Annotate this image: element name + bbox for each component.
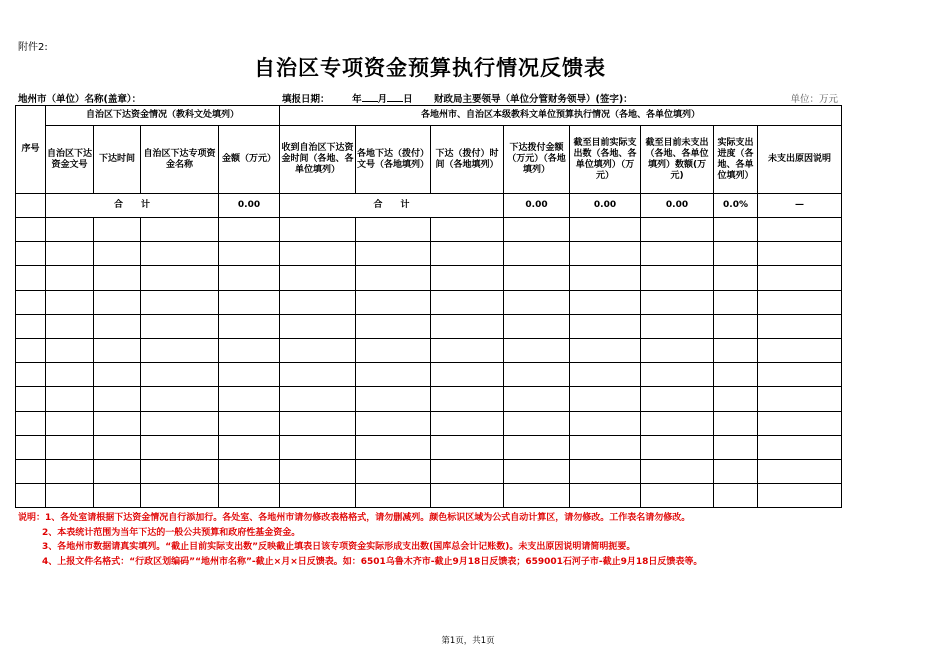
table-row: [16, 338, 842, 362]
table-cell[interactable]: [219, 387, 280, 411]
table-cell[interactable]: [141, 459, 219, 483]
table-cell[interactable]: [714, 338, 758, 362]
total-reason: —: [758, 194, 842, 218]
table-cell[interactable]: [356, 290, 431, 314]
col-doc-no: 自治区下达资金文号: [46, 126, 94, 194]
table-cell[interactable]: [46, 459, 94, 483]
table-cell[interactable]: [16, 435, 46, 459]
table-cell[interactable]: [46, 242, 94, 266]
table-cell[interactable]: [504, 290, 570, 314]
table-cell[interactable]: [504, 484, 570, 508]
table-cell[interactable]: [504, 218, 570, 242]
col-actual-spent: 截至目前实际支出数（各地、各单位填列）（万元）: [570, 126, 641, 194]
table-cell[interactable]: [16, 411, 46, 435]
total-actual-spent: 0.00: [570, 194, 641, 218]
table-cell[interactable]: [219, 218, 280, 242]
table-cell[interactable]: [714, 218, 758, 242]
table-cell[interactable]: [504, 459, 570, 483]
table-cell[interactable]: [356, 435, 431, 459]
table-cell[interactable]: [280, 338, 356, 362]
table-cell[interactable]: [714, 459, 758, 483]
table-cell[interactable]: [714, 484, 758, 508]
col-unspent: 截至目前未支出（各地、各单位填列）数额(万元): [641, 126, 714, 194]
total-progress: 0.0%: [714, 194, 758, 218]
table-cell[interactable]: [46, 314, 94, 338]
table-cell[interactable]: [641, 411, 714, 435]
table-cell[interactable]: [714, 387, 758, 411]
note-1: 说明：1、各处室请根据下达资金情况自行添加行。各处室、各地州市请勿修改表格格式，请勿删减列。颜色标识区域为公式自动计算区，请勿修改。工作表名请勿修改。: [18, 513, 691, 523]
table-cell[interactable]: [714, 411, 758, 435]
table-cell[interactable]: [641, 314, 714, 338]
table-cell[interactable]: [570, 363, 641, 387]
total-seq-cell[interactable]: [16, 194, 46, 218]
table-cell[interactable]: [570, 314, 641, 338]
date-month: 月: [377, 94, 388, 105]
table-cell[interactable]: [570, 338, 641, 362]
table-cell[interactable]: [758, 266, 842, 290]
table-cell[interactable]: [94, 242, 141, 266]
table-cell[interactable]: [356, 411, 431, 435]
table-cell[interactable]: [758, 242, 842, 266]
table-cell[interactable]: [714, 363, 758, 387]
table-cell[interactable]: [219, 435, 280, 459]
table-cell[interactable]: [570, 411, 641, 435]
table-cell[interactable]: [280, 218, 356, 242]
total-label-2: 合 计: [280, 194, 504, 218]
table-cell[interactable]: [46, 338, 94, 362]
table-cell[interactable]: [641, 363, 714, 387]
table-cell[interactable]: [141, 363, 219, 387]
table-row: [16, 411, 842, 435]
total-label-1: 合 计: [46, 194, 219, 218]
table-cell[interactable]: [46, 290, 94, 314]
day-blank[interactable]: [387, 91, 403, 102]
month-blank[interactable]: [362, 91, 378, 102]
leader-signature-label: 财政局主要领导（单位分管财务领导）(签字)：: [434, 94, 633, 105]
table-cell[interactable]: [141, 290, 219, 314]
col-amount: 金额（万元）: [219, 126, 280, 194]
table-cell[interactable]: [504, 266, 570, 290]
date-label: 填报日期：: [282, 94, 330, 105]
table-cell[interactable]: [46, 387, 94, 411]
table-cell[interactable]: [94, 314, 141, 338]
table-cell[interactable]: [141, 411, 219, 435]
unit-label: 单位：万元: [790, 94, 838, 105]
table-cell[interactable]: [758, 338, 842, 362]
table-cell[interactable]: [758, 435, 842, 459]
table-cell[interactable]: [641, 290, 714, 314]
table-cell[interactable]: [758, 459, 842, 483]
table-cell[interactable]: [431, 266, 504, 290]
table-cell[interactable]: [504, 314, 570, 338]
table-cell[interactable]: [219, 484, 280, 508]
table-cell[interactable]: [16, 290, 46, 314]
table-cell[interactable]: [758, 484, 842, 508]
note-2: 2、本表统计范围为当年下达的一般公共预算和政府性基金资金。: [42, 527, 301, 538]
table-row: [16, 484, 842, 508]
page-footer: 第1页，共1页: [441, 636, 495, 646]
table-cell[interactable]: [504, 363, 570, 387]
table-cell[interactable]: [94, 411, 141, 435]
table-cell[interactable]: [641, 484, 714, 508]
table-cell[interactable]: [758, 387, 842, 411]
report-date: [282, 91, 413, 105]
table-cell[interactable]: [219, 242, 280, 266]
col-local-doc: 各地下达（拨付）文号（各地填列）: [356, 126, 431, 194]
table-cell[interactable]: [570, 242, 641, 266]
table-cell[interactable]: [16, 314, 46, 338]
table-cell[interactable]: [356, 314, 431, 338]
col-seq: 序号: [16, 106, 46, 194]
table-cell[interactable]: [356, 484, 431, 508]
table-cell[interactable]: [758, 290, 842, 314]
table-cell[interactable]: [504, 435, 570, 459]
table-row: [16, 387, 842, 411]
table-cell[interactable]: [431, 387, 504, 411]
table-cell[interactable]: [504, 411, 570, 435]
page-title: 自治区专项资金预算执行情况反馈表: [254, 56, 606, 80]
table-cell[interactable]: [431, 459, 504, 483]
table-cell[interactable]: [219, 266, 280, 290]
table-cell[interactable]: [431, 338, 504, 362]
group-region-funds: 自治区下达资金情况（教科文处填列）: [46, 106, 280, 126]
note-3: 3、各地州市数据请真实填列。“截止目前实际支出数”反映截止填表日该专项资金实际形成支出数(国库总会计记账数)。未支出原因说明请简明扼要。: [42, 542, 636, 552]
col-alloc-time: 下达（拨付）时间（各地填列）: [431, 126, 504, 194]
col-issue-time: 下达时间: [94, 126, 141, 194]
table-cell[interactable]: [16, 266, 46, 290]
table-cell[interactable]: [714, 242, 758, 266]
table-cell[interactable]: [46, 266, 94, 290]
col-receive-time: 收到自治区下达资金时间（各地、各单位填列）: [280, 126, 356, 194]
table-cell[interactable]: [16, 218, 46, 242]
table-cell[interactable]: [280, 459, 356, 483]
table-cell[interactable]: [356, 363, 431, 387]
table-cell[interactable]: [431, 242, 504, 266]
table-row: [16, 435, 842, 459]
data-rows: [16, 218, 842, 508]
table-cell[interactable]: [141, 338, 219, 362]
table-cell[interactable]: [431, 435, 504, 459]
table-cell[interactable]: [219, 363, 280, 387]
table-row: [16, 314, 842, 338]
notes: [18, 511, 702, 569]
table-cell[interactable]: [641, 387, 714, 411]
table-row: [16, 363, 842, 387]
table-cell[interactable]: [16, 459, 46, 483]
table-cell[interactable]: [280, 266, 356, 290]
table-cell[interactable]: [714, 314, 758, 338]
table-cell[interactable]: [16, 387, 46, 411]
total-unspent: 0.00: [641, 194, 714, 218]
table-cell[interactable]: [280, 435, 356, 459]
table-cell[interactable]: [570, 266, 641, 290]
table-cell[interactable]: [356, 242, 431, 266]
table-cell[interactable]: [94, 290, 141, 314]
total-alloc-amount: 0.00: [504, 194, 570, 218]
table-cell[interactable]: [431, 290, 504, 314]
table-cell[interactable]: [46, 218, 94, 242]
feedback-table: [15, 105, 842, 508]
totals-row: [16, 194, 842, 218]
table-cell[interactable]: [141, 242, 219, 266]
table-cell[interactable]: [714, 266, 758, 290]
table-cell[interactable]: [431, 411, 504, 435]
table-cell[interactable]: [141, 435, 219, 459]
table-cell[interactable]: [280, 363, 356, 387]
table-cell[interactable]: [94, 484, 141, 508]
table-cell[interactable]: [280, 484, 356, 508]
table-cell[interactable]: [641, 266, 714, 290]
table-cell[interactable]: [570, 218, 641, 242]
table-cell[interactable]: [356, 218, 431, 242]
table-cell[interactable]: [570, 290, 641, 314]
table-cell[interactable]: [641, 338, 714, 362]
table-cell[interactable]: [714, 290, 758, 314]
col-reason: 未支出原因说明: [758, 126, 842, 194]
table-cell[interactable]: [641, 218, 714, 242]
table-cell[interactable]: [141, 314, 219, 338]
table-cell[interactable]: [219, 290, 280, 314]
table-cell[interactable]: [431, 218, 504, 242]
table-cell[interactable]: [16, 363, 46, 387]
table-cell[interactable]: [280, 290, 356, 314]
table-cell[interactable]: [280, 242, 356, 266]
table-cell[interactable]: [46, 411, 94, 435]
table-cell[interactable]: [219, 338, 280, 362]
date-day: 日: [403, 94, 413, 105]
table-cell[interactable]: [641, 459, 714, 483]
table-cell[interactable]: [141, 484, 219, 508]
table-cell[interactable]: [570, 387, 641, 411]
table-cell[interactable]: [356, 459, 431, 483]
table-cell[interactable]: [94, 363, 141, 387]
table-cell[interactable]: [16, 338, 46, 362]
table-cell[interactable]: [280, 411, 356, 435]
note-4: 4、上报文件名格式：“行政区划编码”“地州市名称”-截止×月×日反馈表。如：6501乌鲁木齐市-截止9月18日反馈表；659001石河子市-截止9月18日反馈表等。: [42, 556, 703, 567]
table-cell[interactable]: [641, 435, 714, 459]
table-cell[interactable]: [219, 314, 280, 338]
table-cell[interactable]: [356, 266, 431, 290]
date-year: 年: [352, 94, 362, 105]
table-cell[interactable]: [94, 387, 141, 411]
table-cell[interactable]: [141, 387, 219, 411]
table-cell[interactable]: [94, 338, 141, 362]
table-cell[interactable]: [280, 387, 356, 411]
attachment-label: 附件2:: [18, 42, 48, 53]
table-cell[interactable]: [570, 435, 641, 459]
table-cell[interactable]: [714, 435, 758, 459]
table-cell[interactable]: [280, 314, 356, 338]
table-cell[interactable]: [16, 484, 46, 508]
table-cell[interactable]: [570, 459, 641, 483]
col-progress: 实际支出进度（各地、各单位填列）: [714, 126, 758, 194]
table-cell[interactable]: [758, 363, 842, 387]
table-row: [16, 242, 842, 266]
col-fund-name: 自治区下达专项资金名称: [141, 126, 219, 194]
table-cell[interactable]: [46, 363, 94, 387]
table-cell[interactable]: [94, 266, 141, 290]
table-cell[interactable]: [46, 484, 94, 508]
table-cell[interactable]: [504, 338, 570, 362]
table-row: [16, 290, 842, 314]
table-cell[interactable]: [219, 459, 280, 483]
table-cell[interactable]: [758, 314, 842, 338]
table-cell[interactable]: [219, 411, 280, 435]
table-cell[interactable]: [570, 484, 641, 508]
table-cell[interactable]: [504, 242, 570, 266]
table-cell[interactable]: [431, 484, 504, 508]
table-cell[interactable]: [356, 387, 431, 411]
table-cell[interactable]: [94, 459, 141, 483]
total-amount: 0.00: [219, 194, 280, 218]
group-local-execution: 各地州市、自治区本级教科文单位预算执行情况（各地、各单位填列）: [280, 106, 842, 126]
table-cell[interactable]: [141, 218, 219, 242]
table-cell[interactable]: [641, 242, 714, 266]
table-cell[interactable]: [504, 387, 570, 411]
table-row: [16, 266, 842, 290]
table-cell[interactable]: [758, 411, 842, 435]
table-row: [16, 218, 842, 242]
table-cell[interactable]: [141, 266, 219, 290]
table-cell[interactable]: [431, 363, 504, 387]
table-cell[interactable]: [94, 435, 141, 459]
region-label: 地州市（单位）名称(盖章）：: [18, 94, 142, 105]
table-cell[interactable]: [46, 435, 94, 459]
table-row: [16, 459, 842, 483]
table-cell[interactable]: [431, 314, 504, 338]
table-cell[interactable]: [16, 242, 46, 266]
table-cell[interactable]: [758, 218, 842, 242]
table-cell[interactable]: [94, 218, 141, 242]
col-alloc-amount: 下达拨付金额（万元）（各地填列）: [504, 126, 570, 194]
table-cell[interactable]: [356, 338, 431, 362]
